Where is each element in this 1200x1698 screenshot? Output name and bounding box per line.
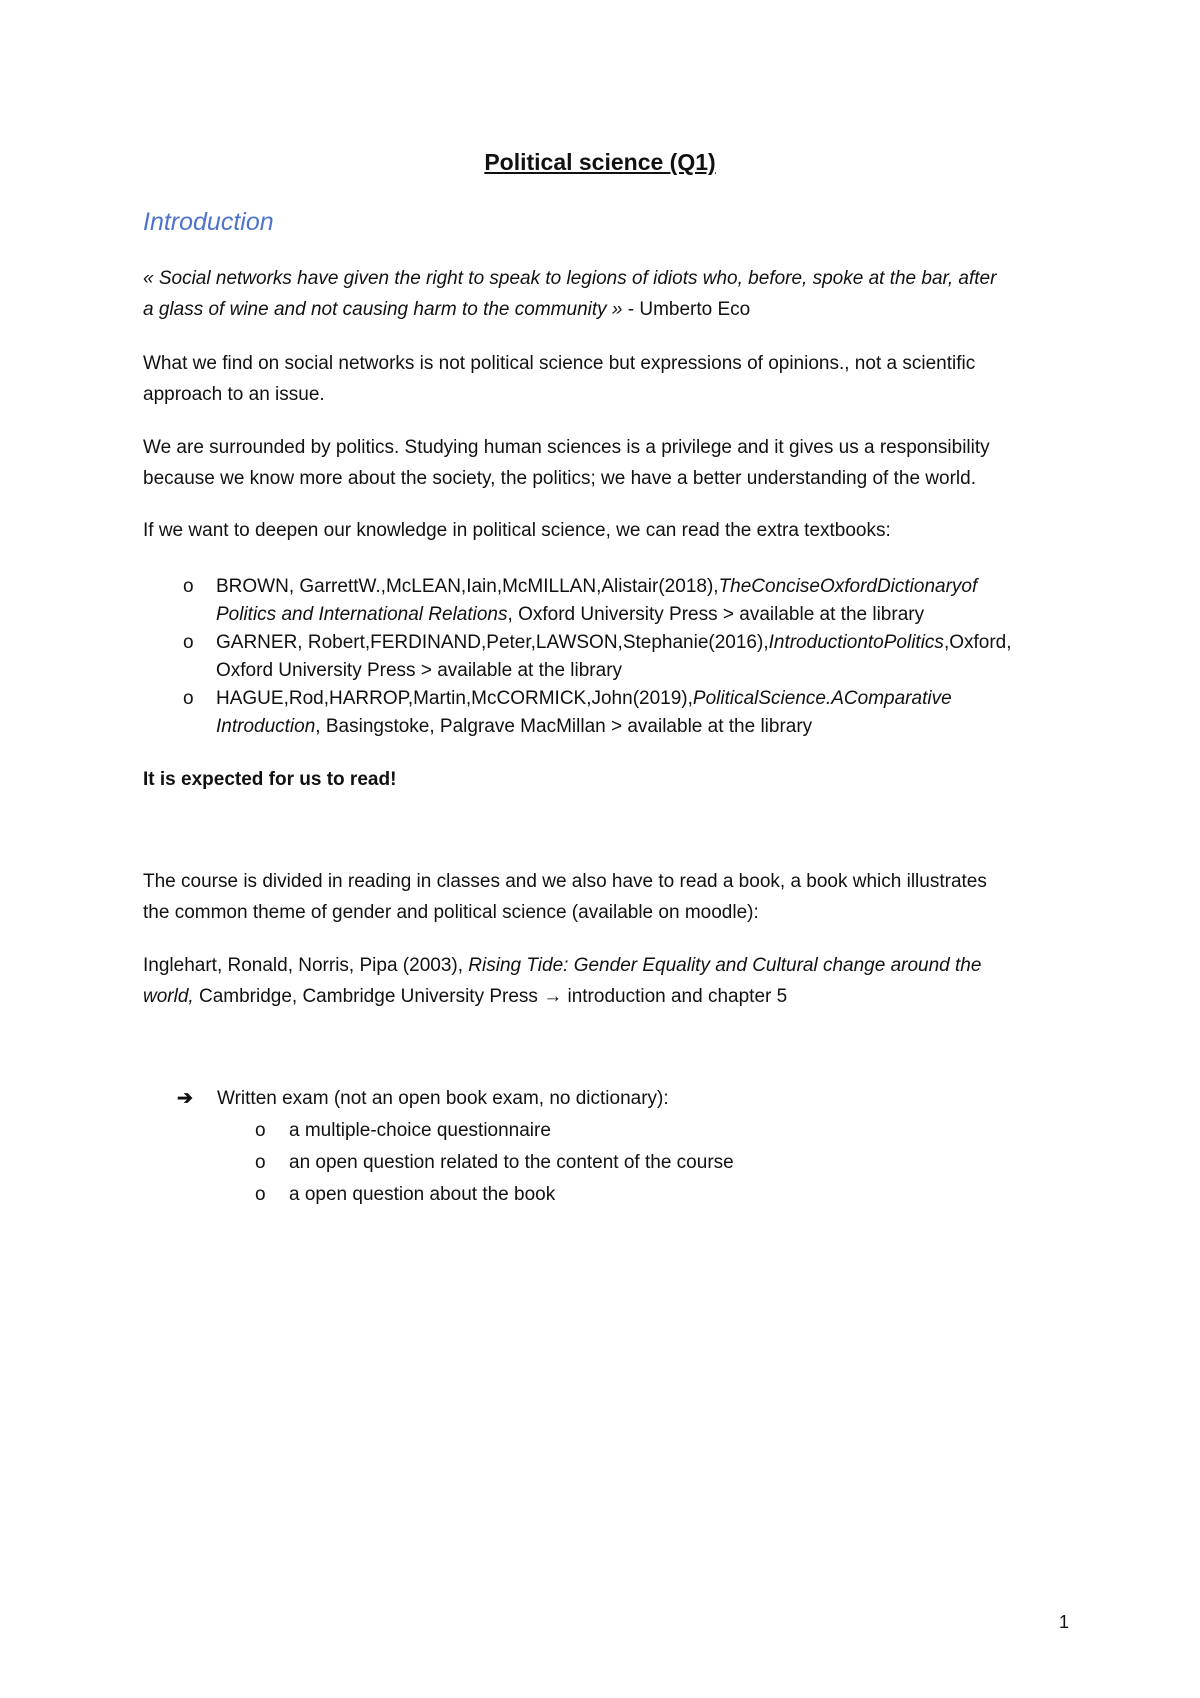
list-item [143, 573, 1093, 629]
book-3-title-part-2: Introduction [216, 716, 316, 737]
bullet-marker: o [255, 1120, 266, 1141]
book-1-publisher: , Oxford University Press > available at the library [507, 604, 925, 625]
paragraph-2-line-1: We are surrounded by politics. Studying human sciences is a privilege and it gives us a responsibility [143, 437, 990, 458]
paragraph-3-line: If we want to deepen our knowledge in political science, we can read the extra textbooks: [143, 520, 891, 541]
bullet-marker: o [255, 1152, 266, 1173]
bold-arrow-icon: ➔ [177, 1088, 193, 1109]
reference-title-part-1: Rising Tide: Gender Equality and Cultural change around the [468, 955, 982, 976]
exam-item-1: a multiple-choice questionnaire [289, 1120, 551, 1141]
book-2-place: ,Oxford, [943, 632, 1012, 653]
section-heading-introduction: Introduction [143, 208, 274, 236]
reference-title-part-2: world, [143, 986, 194, 1007]
paragraph-politics [143, 432, 1083, 494]
reference-authors: Inglehart, Ronald, Norris, Pipa (2003), [143, 955, 469, 976]
textbook-list [143, 573, 1093, 741]
exam-item-2: an open question related to the content of the course [289, 1152, 734, 1173]
book-2-title: IntroductiontoPolitics [768, 632, 944, 653]
book-3-publisher: , Basingstoke, Palgrave MacMillan > available at the library [315, 716, 813, 737]
list-item [143, 1179, 734, 1211]
eco-quote [143, 263, 1083, 325]
book-reference [143, 950, 1083, 1012]
exam-item-3: a open question about the book [289, 1184, 556, 1205]
quote-line-1: « Social networks have given the right to speak to legions of idiots who, before, spoke at the bar, after [143, 268, 997, 289]
bullet-marker: o [183, 576, 194, 597]
expected-text: It is expected for us to read! [143, 769, 397, 790]
list-item [143, 1115, 734, 1147]
paragraph-social-networks [143, 348, 1083, 410]
page-number: 1 [1058, 1612, 1069, 1632]
arrow-right-icon: → [543, 986, 563, 1007]
paragraph-1-line-2: approach to an issue. [143, 384, 325, 405]
paragraph-course-book [143, 866, 1083, 928]
reference-chapters: introduction and chapter 5 [562, 986, 788, 1007]
exam-parts-list [143, 1115, 734, 1211]
book-1-authors: BROWN, GarrettW.,McLEAN,Iain,McMILLAN,Alistair(2018), [216, 576, 719, 597]
bullet-marker: o [183, 688, 194, 709]
book-2-authors: GARNER, Robert,FERDINAND,Peter,LAWSON,Stephanie(2016), [216, 632, 769, 653]
paragraph-4-line-1: The course is divided in reading in classes and we also have to read a book, a book which illustrates [143, 871, 987, 892]
list-item [143, 685, 1093, 741]
expected-reading-note [143, 764, 1083, 795]
list-item [143, 1147, 734, 1179]
paragraph-textbooks-intro [143, 515, 1083, 546]
book-1-title-part-1: TheConciseOxfordDictionaryof [718, 576, 978, 597]
document-title: Political science (Q1) [484, 149, 716, 175]
reference-publisher: Cambridge, Cambridge University Press [193, 986, 544, 1007]
quote-author: - Umberto Eco [622, 299, 751, 320]
book-2-publisher: Oxford University Press > available at the library [216, 660, 623, 681]
paragraph-4-line-2: the common theme of gender and political science (available on moodle): [143, 902, 759, 923]
book-1-title-part-2: Politics and International Relations [216, 604, 508, 625]
paragraph-2-line-2: because we know more about the society, the politics; we have a better understanding of the world. [143, 468, 976, 489]
book-3-title-part-1: PoliticalScience.AComparative [692, 688, 952, 709]
quote-line-2: a glass of wine and not causing harm to the community » [143, 299, 623, 320]
bullet-marker: o [183, 632, 194, 653]
paragraph-1-line-1: What we find on social networks is not political science but expressions of opinions., not a scientific [143, 353, 976, 374]
list-item [143, 629, 1093, 685]
bullet-marker: o [255, 1184, 266, 1205]
exam-label: Written exam (not an open book exam, no dictionary): [217, 1088, 669, 1109]
book-3-authors: HAGUE,Rod,HARROP,Martin,McCORMICK,John(2019), [216, 688, 693, 709]
